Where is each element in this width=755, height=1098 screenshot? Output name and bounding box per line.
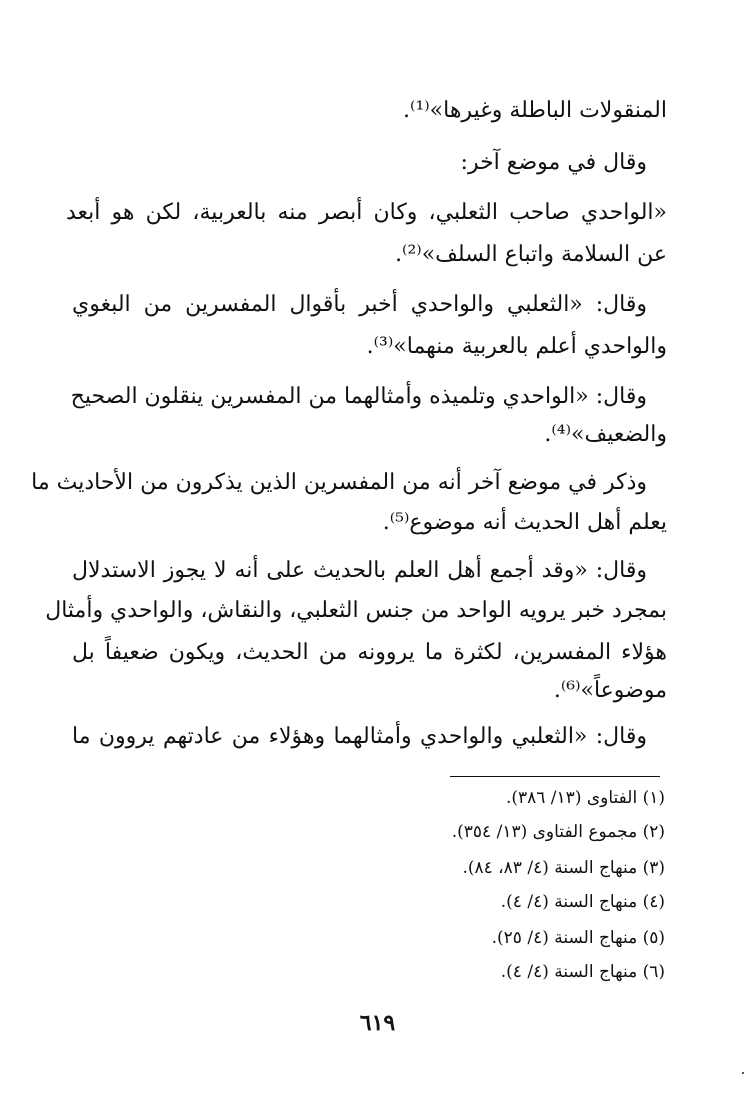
body-line-10: يعلم أهل الحديث أنه موضوع⁽⁵⁾. <box>382 510 667 535</box>
body-line-12: بمجرد خبر يرويه الواحد من جنس الثعلبي، والنقاش، والواحدي وأمثال <box>45 598 667 623</box>
footnote-5: (٥) منهاج السنة (٤/ ٢٥). <box>491 928 665 948</box>
body-line-11: وقال: «وقد أجمع أهل العلم بالحديث على أنه لا يجوز الاستدلال <box>72 558 647 583</box>
body-line-8: والضعيف»⁽⁴⁾. <box>544 422 667 447</box>
footnote-4: (٤) منهاج السنة (٤/ ٤). <box>500 892 665 912</box>
body-line-13: هؤلاء المفسرين، لكثرة ما يروونه من الحديث، ويكون ضعيفاً بل <box>72 640 667 665</box>
body-line-5: وقال: «الثعلبي والواحدي أخبر بأقوال المفسرين من البغوي <box>72 292 647 317</box>
body-line-15: وقال: «الثعلبي والواحدي وأمثالهما وهؤلاء من عادتهم يروون ما <box>72 724 647 749</box>
body-line-9: وذكر في موضع آخر أنه من المفسرين الذين يذكرون من الأحاديث ما <box>31 470 647 495</box>
footnote-3: (٣) منهاج السنة (٤/ ٨٣، ٨٤). <box>462 858 665 878</box>
footnote-separator <box>450 776 660 777</box>
body-line-7: وقال: «الواحدي وتلميذه وأمثالهما من المفسرين ينقلون الصحيح <box>70 384 647 409</box>
footnote-6: (٦) منهاج السنة (٤/ ٤). <box>500 962 665 982</box>
scan-speck <box>742 1072 744 1074</box>
body-line-3: «الواحدي صاحب الثعلبي، وكان أبصر منه بالعربية، لكن هو أبعد <box>66 200 667 225</box>
footnote-1: (١) الفتاوى (١٣/ ٣٨٦). <box>505 788 665 808</box>
body-line-1: المنقولات الباطلة وغيرها»⁽¹⁾. <box>403 98 667 123</box>
page-number: ٦١٩ <box>359 1010 396 1036</box>
body-line-6: والواحدي أعلم بالعربية منهما»⁽³⁾. <box>366 334 667 359</box>
body-line-14: موضوعاً»⁽⁶⁾. <box>553 678 667 703</box>
body-line-2: وقال في موضع آخر: <box>460 150 647 175</box>
footnote-2: (٢) مجموع الفتاوى (١٣/ ٣٥٤). <box>451 822 665 842</box>
body-line-4: عن السلامة واتباع السلف»⁽²⁾. <box>395 242 667 267</box>
